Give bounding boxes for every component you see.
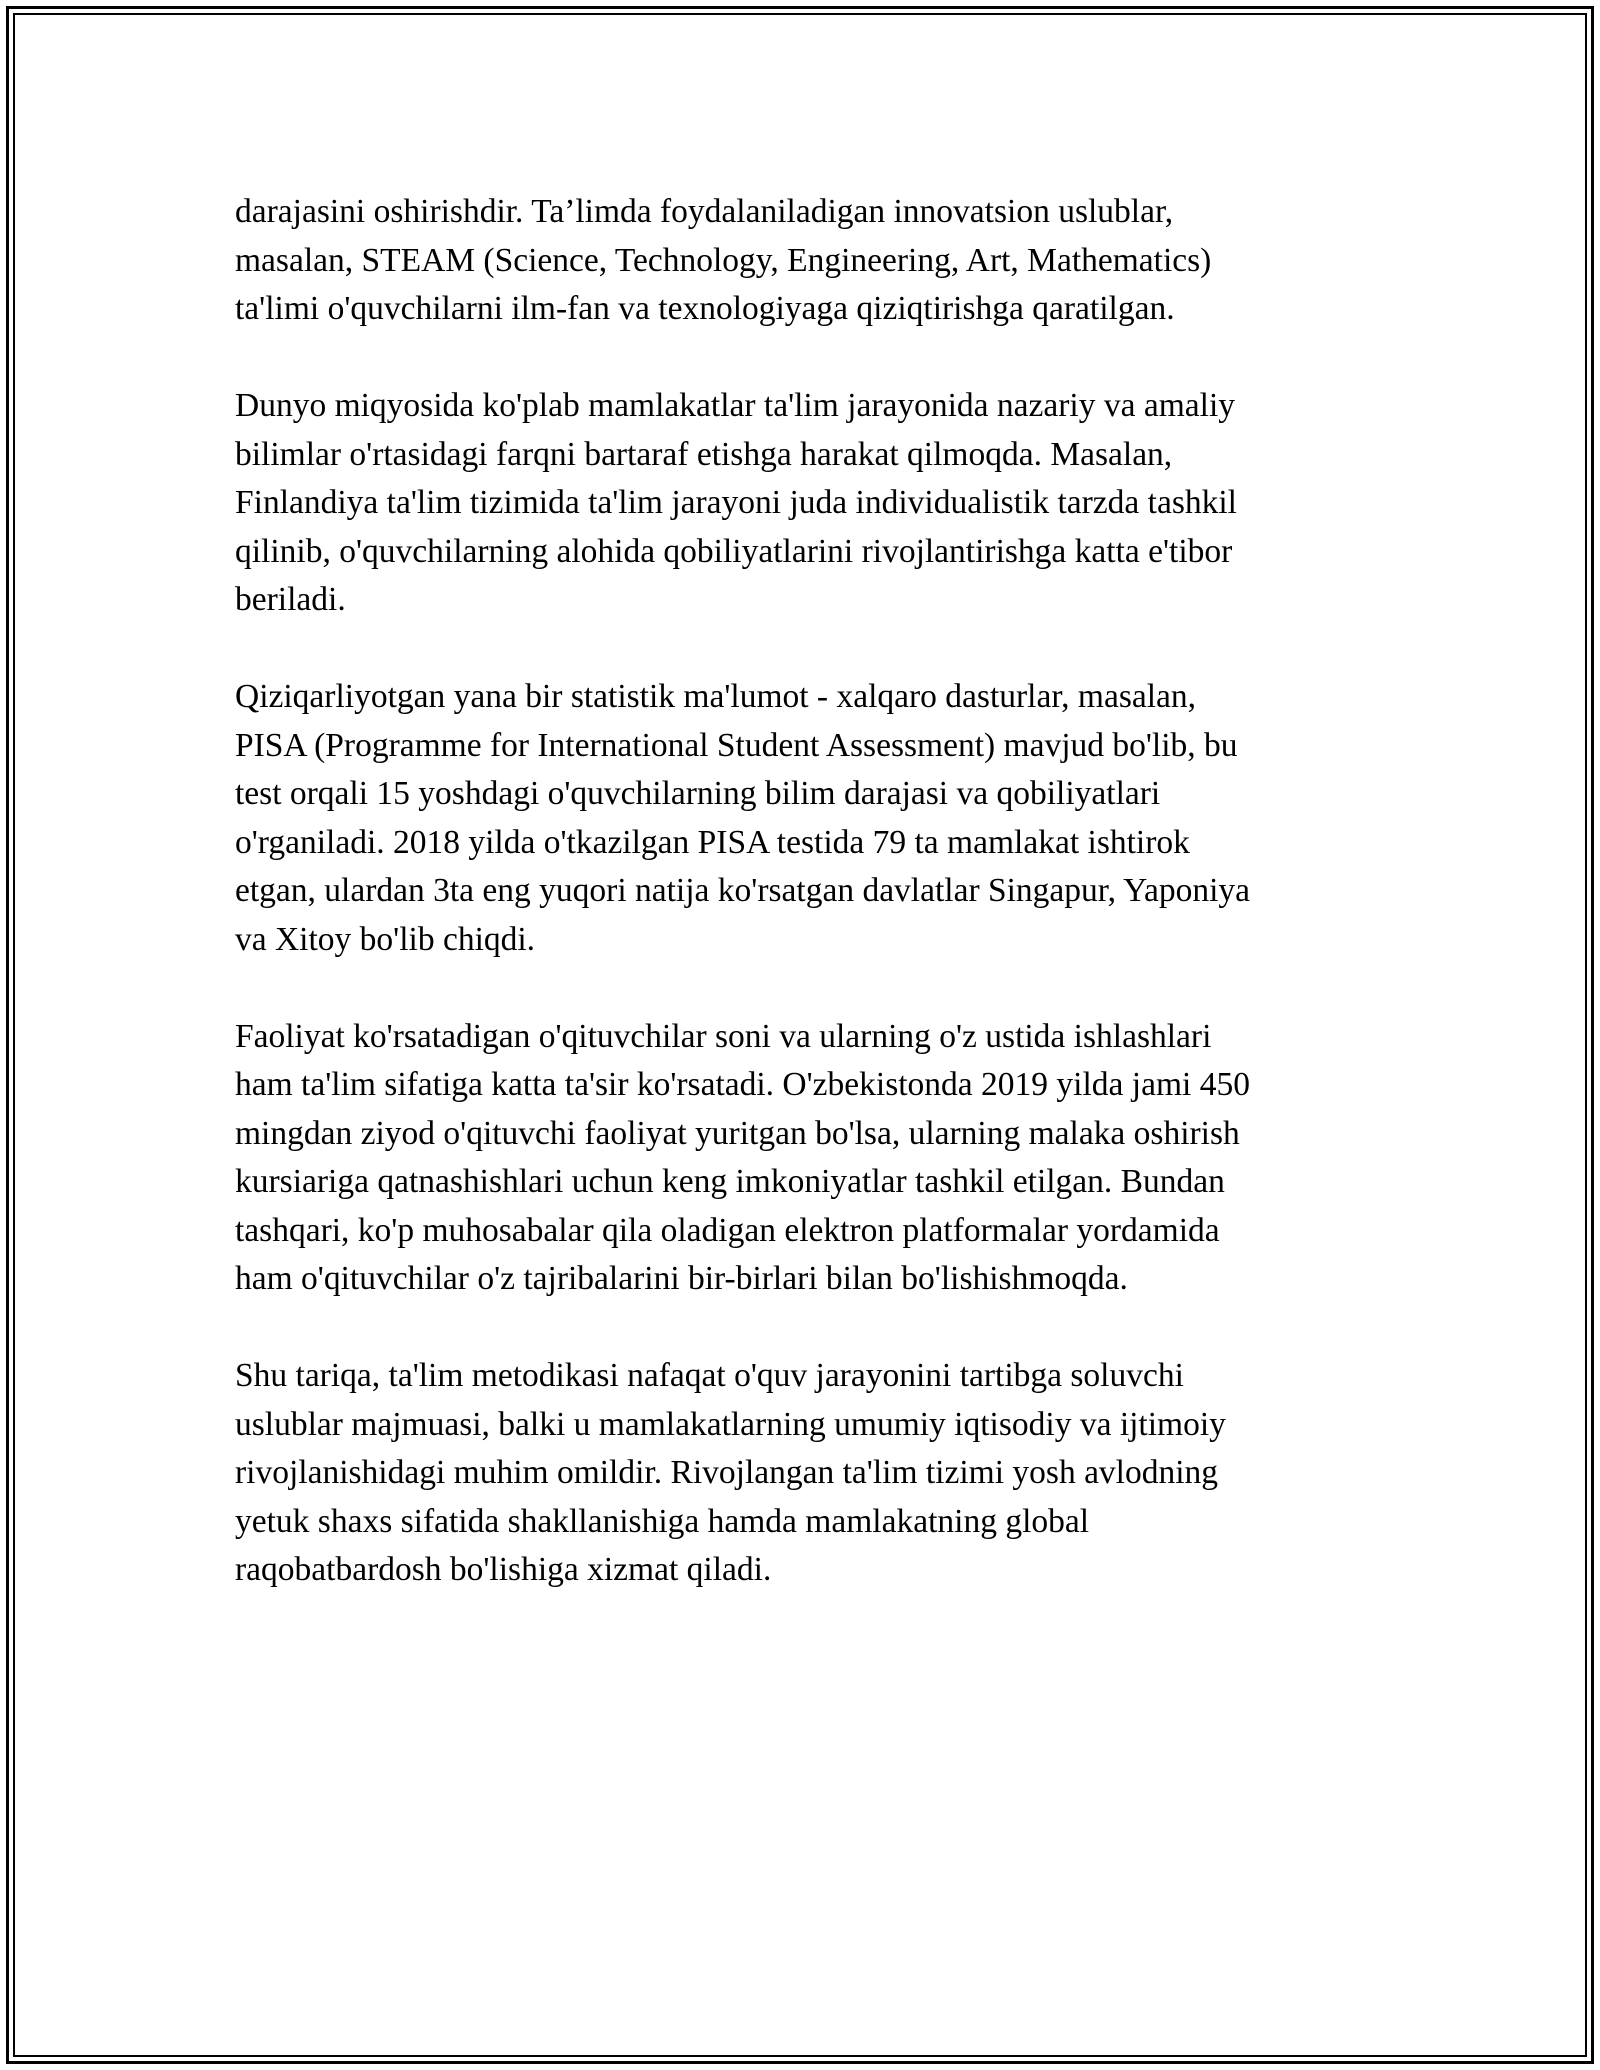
text-line: ta'limi o'quvchilarni ilm-fan va texnologiyaga qiziqtirishga qaratilgan. [235, 290, 1175, 327]
paragraph-steam [235, 188, 1395, 334]
text-line: uslublar majmuasi, balki u mamlakatlarning umumiy iqtisodiy va ijtimoiy [235, 1405, 1226, 1443]
text-line: Dunyo miqyosida ko'plab mamlakatlar ta'lim jarayonida nazariy va amaliy [235, 387, 1236, 424]
text-line: yetuk shaxs sifatida shakllanishiga hamda mamlakatning global [235, 1502, 1090, 1540]
text-line: test orqali 15 yoshdagi o'quvchilarning bilim darajasi va qobiliyatlari [235, 775, 1161, 812]
paragraph-finland [235, 382, 1395, 625]
text-line: masalan, STEAM (Science, Technology, Engineering, Art, Mathematics) [235, 241, 1212, 279]
text-line: darajasini oshirishdir. Ta’limda foydalaniladigan innovatsion uslublar, [235, 193, 1174, 230]
paragraph-conclusion [235, 1352, 1395, 1595]
text-line: Finlandiya ta'lim tizimida ta'lim jarayoni juda individualistik tarzda tashkil [235, 484, 1237, 521]
text-line: bilimlar o'rtasidagi farqni bartaraf etishga harakat qilmoqda. Masalan, [235, 435, 1173, 473]
text-line: Faoliyat ko'rsatadigan o'qituvchilar soni va ularning o'z ustida ishlashlari [235, 1017, 1212, 1055]
text-line: kursiariga qatnashishlari uchun keng imkoniyatlar tashkil etilgan. Bundan [235, 1163, 1225, 1200]
document-body [235, 188, 1395, 1643]
text-line: ham ta'lim sifatiga katta ta'sir ko'rsatadi. O'zbekistonda 2019 yilda jami 450 [235, 1066, 1250, 1103]
text-line: PISA (Programme for International Student Assessment) mavjud bo'lib, bu [235, 726, 1238, 764]
text-line: raqobatbardosh bo'lishiga xizmat qiladi. [235, 1551, 772, 1588]
paragraph-teachers [235, 1013, 1395, 1304]
text-line: Shu tariqa, ta'lim metodikasi nafaqat o'quv jarayonini tartibga soluvchi [235, 1357, 1184, 1394]
paragraph-pisa [235, 673, 1395, 964]
text-line: mingdan ziyod o'qituvchi faoliyat yuritgan bo'lsa, ularning malaka oshirish [235, 1114, 1240, 1152]
text-line: o'rganiladi. 2018 yilda o'tkazilgan PISA testida 79 ta mamlakat ishtirok [235, 823, 1190, 861]
text-line: ham o'qituvchilar o'z tajribalarini bir-birlari bilan bo'lishishmoqda. [235, 1260, 1128, 1297]
text-line: Qiziqarliyotgan yana bir statistik ma'lumot - xalqaro dasturlar, masalan, [235, 678, 1197, 715]
text-line: qilinib, o'quvchilarning alohida qobiliyatlarini rivojlantirishga katta e'tibor [235, 532, 1233, 570]
text-line: tashqari, ko'p muhosabalar qila oladigan elektron platformalar yordamida [235, 1211, 1220, 1249]
text-line: etgan, ulardan 3ta eng yuqori natija ko'rsatgan davlatlar Singapur, Yaponiya [235, 872, 1251, 909]
text-line: rivojlanishidagi muhim omildir. Rivojlangan ta'lim tizimi yosh avlodning [235, 1454, 1219, 1491]
text-line: beriladi. [235, 581, 346, 618]
text-line: va Xitoy bo'lib chiqdi. [235, 920, 536, 958]
